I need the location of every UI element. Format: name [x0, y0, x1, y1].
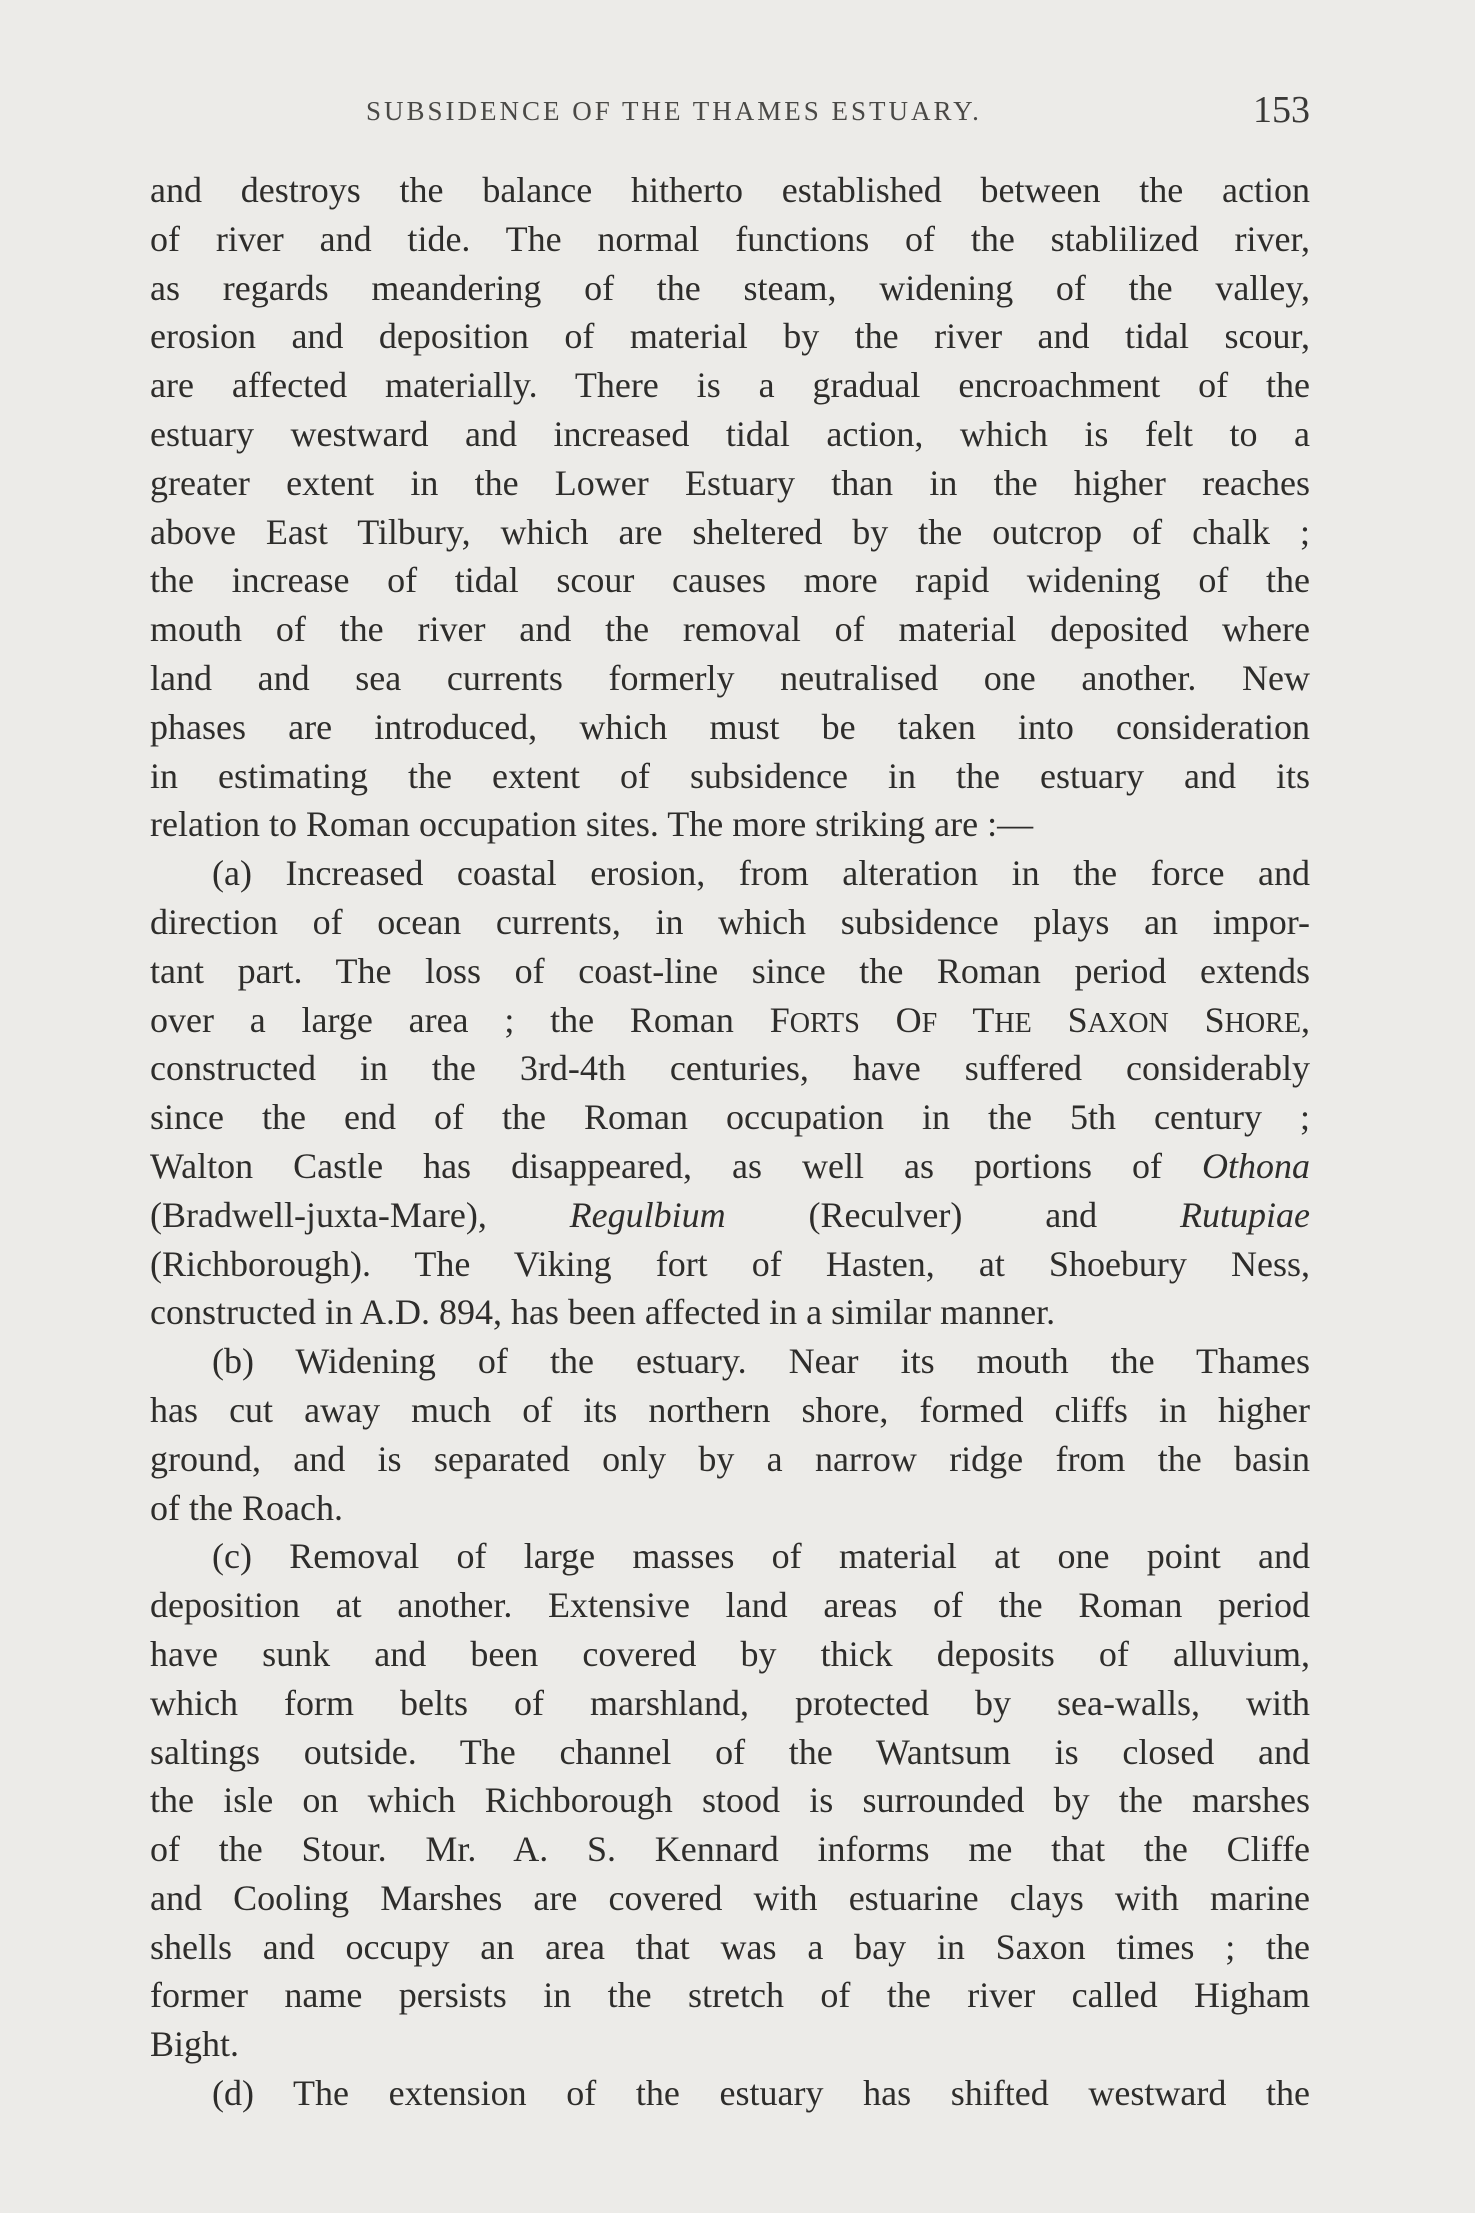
- text-line: has cut away much of its northern shore, formed cliffs in higher: [150, 1389, 1310, 1430]
- text-line: and Cooling Marshes are covered with estuarine clays with marine: [150, 1877, 1310, 1918]
- text-line: of the Roach.: [150, 1487, 343, 1528]
- text-line: phases are introduced, which must be taken into consideration: [150, 706, 1310, 747]
- text-line: ground, and is separated only by a narrow ridge from the basin: [150, 1438, 1310, 1479]
- body-text: [150, 166, 1310, 2118]
- text-line: over a large area ; the Roman FORTS OF THE SAXON SHORE,: [150, 999, 1310, 1040]
- running-title: SUBSIDENCE OF THE THAMES ESTUARY.: [366, 96, 982, 126]
- text-line: deposition at another. Extensive land areas of the Roman period: [150, 1585, 1310, 1626]
- text-line-with-italic: [150, 1191, 1310, 1240]
- text-line: estuary westward and increased tidal action, which is felt to a: [150, 413, 1310, 454]
- text-line: (b) Widening of the estuary. Near its mouth the Thames: [212, 1341, 1310, 1382]
- text-line: which form belts of marshland, protected by sea-walls, with: [150, 1682, 1310, 1723]
- text-line: former name persists in the stretch of the river called Higham: [150, 1975, 1310, 2016]
- italic-place-name: Othona: [1202, 1145, 1310, 1186]
- text-line: as regards meandering of the steam, widening of the valley,: [150, 267, 1310, 308]
- text-line: shells and occupy an area that was a bay in Saxon times ; the: [150, 1926, 1310, 1967]
- text-line: land and sea currents formerly neutralised one another. New: [150, 657, 1310, 698]
- italic-place-name: Rutupiae: [1180, 1194, 1310, 1235]
- text-line: constructed in the 3rd-4th centuries, have suffered considerably: [150, 1048, 1310, 1089]
- text-line: and destroys the balance hitherto established between the action: [150, 170, 1310, 210]
- text-segment: (Bradwell-juxta-Mare),: [150, 1194, 570, 1235]
- text-line: mouth of the river and the removal of material deposited where: [150, 609, 1310, 650]
- text-line: (c) Removal of large masses of material at one point and: [212, 1536, 1310, 1577]
- text-segment: Walton Castle has disappeared, as well as portions of: [150, 1145, 1202, 1186]
- text-line-with-italic: [150, 1142, 1310, 1191]
- italic-place-name: Regulbium: [569, 1194, 726, 1235]
- text-segment: (Reculver) and: [725, 1194, 1180, 1235]
- text-line: greater extent in the Lower Estuary than in the higher reaches: [150, 462, 1310, 503]
- text-line: relation to Roman occupation sites. The more striking are :—: [150, 804, 1034, 845]
- page-number: 153: [1253, 89, 1310, 131]
- running-head: [150, 88, 1310, 140]
- text-line: (Richborough). The Viking fort of Hasten, at Shoebury Ness,: [150, 1243, 1310, 1284]
- text-line: Bight.: [150, 2024, 240, 2065]
- text-line: since the end of the Roman occupation in the 5th century ;: [150, 1097, 1310, 1138]
- text-line: erosion and deposition of material by the river and tidal scour,: [150, 316, 1310, 357]
- text-line: of river and tide. The normal functions of the stablilized river,: [150, 218, 1310, 259]
- text-line: are affected materially. There is a gradual encroachment of the: [150, 365, 1310, 406]
- text-line: in estimating the extent of subsidence in the estuary and its: [150, 755, 1310, 796]
- text-line: above East Tilbury, which are sheltered by the outcrop of chalk ;: [150, 511, 1310, 552]
- text-line: constructed in A.D. 894, has been affected in a similar manner.: [150, 1292, 1056, 1333]
- text-line: tant part. The loss of coast-line since the Roman period extends: [150, 950, 1310, 991]
- text-line: of the Stour. Mr. A. S. Kennard informs me that the Cliffe: [150, 1829, 1310, 1870]
- text-line: (a) Increased coastal erosion, from alteration in the force and: [212, 853, 1310, 894]
- text-line: have sunk and been covered by thick deposits of alluvium,: [150, 1633, 1310, 1674]
- text-line: the isle on which Richborough stood is surrounded by the marshes: [150, 1780, 1310, 1821]
- text-line: direction of ocean currents, in which subsidence plays an impor-: [150, 901, 1310, 942]
- text-line: (d) The extension of the estuary has shifted westward the: [212, 2073, 1310, 2114]
- text-line: saltings outside. The channel of the Wantsum is closed and: [150, 1731, 1310, 1772]
- text-line: the increase of tidal scour causes more rapid widening of the: [150, 560, 1310, 601]
